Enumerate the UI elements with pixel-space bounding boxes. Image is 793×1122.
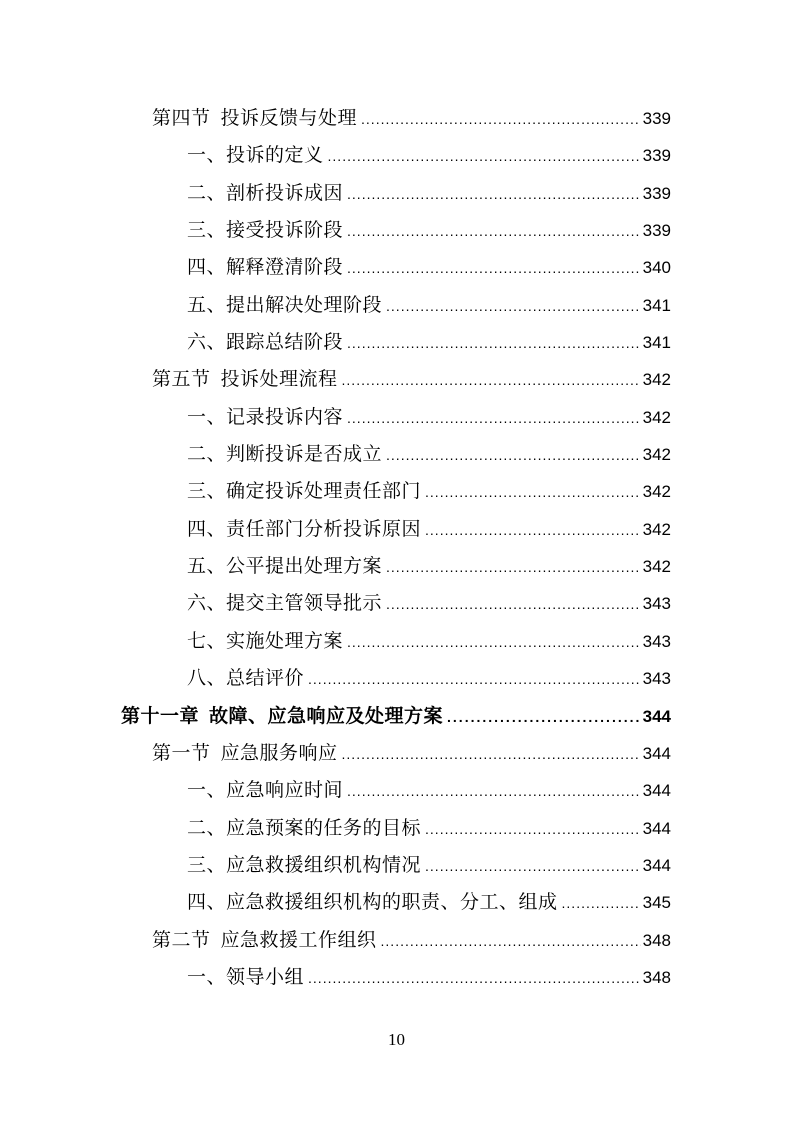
- toc-dot-leader: [347, 176, 641, 213]
- toc-entry-line: [187, 249, 671, 287]
- toc-subsection-entry[interactable]: [0, 436, 793, 473]
- toc-entry-title: [187, 585, 382, 622]
- toc-page-number: 340: [642, 258, 671, 278]
- toc-dot-leader: [347, 250, 641, 287]
- toc-subsection-entry[interactable]: [0, 287, 793, 324]
- toc-dot-leader: [347, 213, 641, 250]
- toc-entry-number: 一、: [187, 405, 227, 428]
- toc-page-number: 343: [642, 669, 671, 689]
- toc-dot-leader: [328, 138, 641, 175]
- toc-page-number: 341: [642, 295, 671, 315]
- toc-page-number: 339: [642, 221, 671, 241]
- toc-entry-number: 五、: [187, 555, 227, 578]
- toc-entry-number: 一、: [187, 144, 227, 167]
- toc-entry-line: [187, 585, 671, 623]
- toc-entry-label: 应急救援组织机构的职责、分工、组成: [226, 891, 558, 914]
- toc-entry-title: [152, 922, 377, 959]
- toc-entry-line: [187, 287, 671, 325]
- toc-page-number: 343: [642, 631, 671, 651]
- toc-entry-label: 解释澄清阶段: [226, 256, 344, 279]
- toc-entry-label: 应急预案的任务的目标: [226, 816, 422, 839]
- toc-subsection-entry[interactable]: [0, 324, 793, 361]
- toc-entry-line: [187, 847, 671, 885]
- toc-dot-leader: [386, 288, 641, 325]
- toc-entry-title: [187, 175, 343, 212]
- toc-entry-line: [187, 548, 671, 586]
- toc-entry-line: [187, 399, 671, 437]
- toc-page-number: 344: [642, 781, 671, 801]
- toc-entry-number: 四、: [187, 517, 227, 540]
- toc-entry-title: [187, 884, 558, 921]
- toc-subsection-entry[interactable]: [0, 660, 793, 697]
- toc-entry-title: [187, 623, 343, 660]
- toc-entry-line: [187, 810, 671, 848]
- toc-page-number: 339: [642, 183, 671, 203]
- toc-dot-leader: [386, 437, 641, 474]
- toc-entry-number: 七、: [187, 629, 227, 652]
- toc-entry-number: 八、: [187, 667, 227, 690]
- toc-entry-number: 四、: [187, 256, 227, 279]
- toc-subsection-entry[interactable]: [0, 959, 793, 996]
- toc-entry-number: 三、: [187, 853, 227, 876]
- toc-subsection-entry[interactable]: [0, 548, 793, 585]
- toc-dot-leader: [347, 773, 641, 810]
- toc-entry-number: 三、: [187, 219, 227, 242]
- toc-entry-line: [187, 473, 671, 511]
- toc-entry-label: 实施处理方案: [226, 629, 344, 652]
- toc-entry-label: 责任部门分析投诉原因: [226, 517, 422, 540]
- toc-entry-label: 提出解决处理阶段: [226, 293, 383, 316]
- toc-page-number: 344: [642, 743, 671, 763]
- toc-page-number: 345: [642, 893, 671, 913]
- toc-entry-label: 投诉处理流程: [220, 368, 338, 391]
- toc-entry-label: 总结评价: [226, 667, 305, 690]
- toc-entry-label: 应急响应时间: [226, 779, 344, 802]
- toc-entry-title: [187, 324, 343, 361]
- toc-entry-label: 剖析投诉成因: [226, 181, 344, 204]
- toc-page-number: 342: [642, 557, 671, 577]
- toc-entry-label: 领导小组: [226, 965, 305, 988]
- toc-entry-number: 一、: [187, 965, 227, 988]
- toc-entry-line: [187, 623, 671, 661]
- toc-section-entry[interactable]: [0, 100, 793, 137]
- toc-entry-title: [121, 698, 443, 735]
- toc-subsection-entry[interactable]: [0, 810, 793, 847]
- toc-entry-number: 六、: [187, 331, 227, 354]
- toc-entry-number: 二、: [187, 443, 227, 466]
- toc-subsection-entry[interactable]: [0, 473, 793, 510]
- toc-entry-label: 投诉的定义: [226, 144, 324, 167]
- toc-entry-number: 第二节: [152, 928, 211, 951]
- toc-dot-leader: [447, 699, 641, 736]
- toc-entry-title: [187, 959, 304, 996]
- toc-entry-number: 六、: [187, 592, 227, 615]
- toc-subsection-entry[interactable]: [0, 399, 793, 436]
- toc-page-number: 344: [642, 706, 671, 726]
- toc-subsection-entry[interactable]: [0, 249, 793, 286]
- toc-entry-title: [152, 735, 338, 772]
- toc-entry-line: [121, 698, 671, 736]
- toc-dot-leader: [425, 474, 641, 511]
- toc-entry-title: [187, 772, 343, 809]
- toc-subsection-entry[interactable]: [0, 212, 793, 249]
- table-of-contents: [0, 100, 793, 996]
- toc-dot-leader: [386, 549, 641, 586]
- toc-dot-leader: [308, 661, 641, 698]
- toc-subsection-entry[interactable]: [0, 623, 793, 660]
- toc-entry-line: [187, 660, 671, 698]
- toc-entry-number: 第十一章: [121, 704, 200, 727]
- toc-entry-title: [187, 137, 324, 174]
- toc-entry-line: [187, 137, 671, 175]
- toc-entry-title: [187, 436, 382, 473]
- toc-entry-line: [152, 735, 671, 773]
- toc-page-number: 339: [642, 109, 671, 128]
- toc-subsection-entry[interactable]: [0, 511, 793, 548]
- toc-page-number: 342: [642, 407, 671, 427]
- toc-entry-line: [152, 100, 671, 138]
- toc-section-entry[interactable]: [0, 922, 793, 959]
- toc-page-number: 344: [642, 818, 671, 838]
- toc-entry-line: [187, 959, 671, 997]
- toc-dot-leader: [425, 848, 641, 885]
- toc-page-number: 342: [642, 445, 671, 465]
- toc-entry-line: [187, 175, 671, 213]
- toc-chapter-entry[interactable]: [0, 698, 793, 735]
- toc-entry-label: 确定投诉处理责任部门: [226, 480, 422, 503]
- toc-dot-leader: [347, 624, 641, 661]
- toc-entry-title: [187, 660, 304, 697]
- toc-entry-label: 应急救援工作组织: [220, 928, 377, 951]
- toc-entry-label: 故障、应急响应及处理方案: [209, 704, 444, 727]
- toc-entry-title: [187, 511, 421, 548]
- toc-entry-line: [187, 511, 671, 549]
- toc-dot-leader: [347, 400, 641, 437]
- toc-dot-leader: [347, 325, 641, 362]
- toc-entry-title: [152, 361, 338, 398]
- toc-page-number: 342: [642, 482, 671, 502]
- toc-dot-leader: [562, 885, 641, 922]
- toc-dot-leader: [342, 736, 641, 773]
- toc-subsection-entry[interactable]: [0, 175, 793, 212]
- toc-entry-line: [187, 884, 671, 922]
- toc-entry-title: [187, 249, 343, 286]
- toc-entry-label: 跟踪总结阶段: [226, 331, 344, 354]
- toc-page-number: 348: [642, 967, 671, 987]
- toc-entry-label: 判断投诉是否成立: [226, 443, 383, 466]
- toc-subsection-entry[interactable]: [0, 884, 793, 921]
- toc-entry-line: [187, 772, 671, 810]
- toc-entry-number: 三、: [187, 480, 227, 503]
- toc-entry-number: 二、: [187, 181, 227, 204]
- toc-entry-label: 应急服务响应: [220, 741, 338, 764]
- toc-dot-leader: [425, 512, 641, 549]
- toc-entry-title: [187, 847, 421, 884]
- toc-entry-title: [187, 548, 382, 585]
- toc-entry-line: [152, 361, 671, 399]
- toc-entry-number: 四、: [187, 891, 227, 914]
- toc-dot-leader: [342, 362, 641, 399]
- toc-entry-number: 一、: [187, 779, 227, 802]
- toc-section-entry[interactable]: [0, 361, 793, 398]
- toc-dot-leader: [381, 923, 641, 960]
- toc-page-number: 339: [642, 146, 671, 166]
- toc-page-number: 341: [642, 333, 671, 353]
- toc-entry-title: [187, 287, 382, 324]
- toc-section-entry[interactable]: [0, 735, 793, 772]
- toc-entry-line: [152, 922, 671, 960]
- toc-entry-label: 提交主管领导批示: [226, 592, 383, 615]
- toc-entry-line: [187, 436, 671, 474]
- toc-dot-leader: [386, 586, 641, 623]
- toc-entry-line: [187, 324, 671, 362]
- toc-dot-leader: [308, 960, 641, 997]
- toc-entry-number: 第五节: [152, 368, 211, 391]
- toc-entry-number: 第一节: [152, 741, 211, 764]
- toc-subsection-entry[interactable]: [0, 847, 793, 884]
- toc-entry-title: [187, 810, 421, 847]
- toc-page-number: 343: [642, 594, 671, 614]
- toc-entry-title: [187, 399, 343, 436]
- toc-entry-number: 第四节: [152, 107, 211, 129]
- toc-page-number: 342: [642, 519, 671, 539]
- toc-entry-title: [187, 212, 343, 249]
- toc-entry-title: [152, 100, 357, 137]
- toc-dot-leader: [361, 101, 641, 138]
- toc-subsection-entry[interactable]: [0, 137, 793, 174]
- toc-subsection-entry[interactable]: [0, 772, 793, 809]
- toc-entry-label: 应急救援组织机构情况: [226, 853, 422, 876]
- toc-entry-line: [187, 212, 671, 250]
- toc-entry-label: 公平提出处理方案: [226, 555, 383, 578]
- toc-entry-title: [187, 473, 421, 510]
- toc-entry-number: 五、: [187, 293, 227, 316]
- page-number: 10: [388, 1030, 405, 1049]
- toc-page-number: 348: [642, 930, 671, 950]
- toc-page-number: 344: [642, 855, 671, 875]
- toc-subsection-entry[interactable]: [0, 585, 793, 622]
- toc-entry-label: 记录投诉内容: [226, 405, 344, 428]
- toc-entry-number: 二、: [187, 816, 227, 839]
- toc-entry-label: 接受投诉阶段: [226, 219, 344, 242]
- toc-entry-label: 投诉反馈与处理: [220, 107, 358, 129]
- toc-page-number: 342: [642, 370, 671, 390]
- toc-dot-leader: [425, 811, 641, 848]
